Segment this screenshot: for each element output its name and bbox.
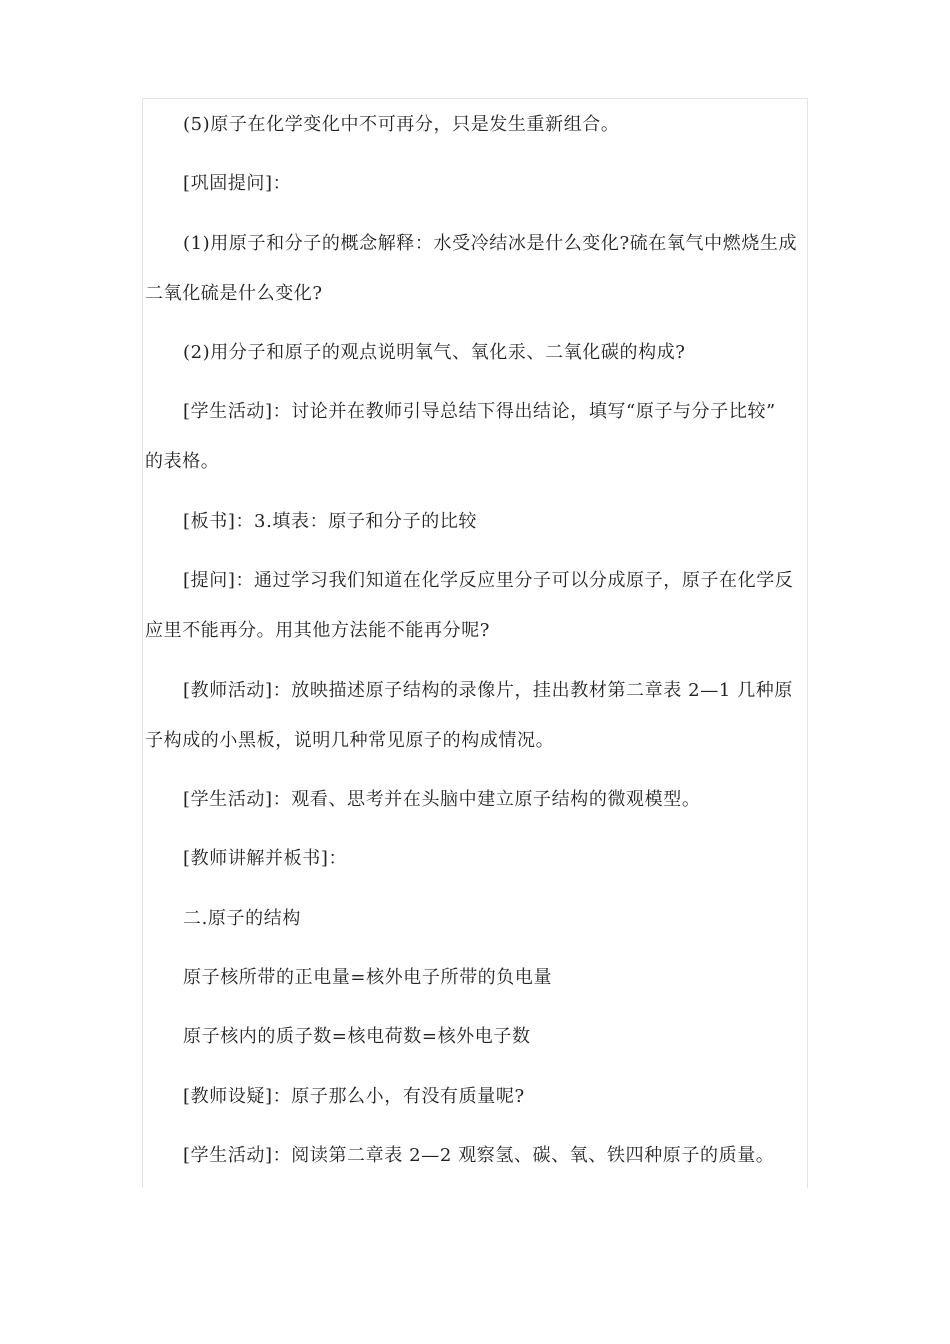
paragraph-line: [巩固提问]： <box>183 173 292 194</box>
paragraph-line: [学生活动]：观看、思考并在头脑中建立原子结构的微观模型。 <box>183 789 701 810</box>
paragraph-line: 的表格。 <box>145 451 220 472</box>
paragraph-line: 子构成的小黑板，说明几种常见原子的构成情况。 <box>145 730 555 751</box>
paragraph-line: (5)原子在化学变化中不可再分，只是发生重新组合。 <box>183 114 620 135</box>
paragraph-line: (1)用原子和分子的概念解释：水受冷结冰是什么变化?硫在氧气中燃烧生成 <box>183 233 798 254</box>
paragraph-line: 原子核所带的正电量=核外电子所带的负电量 <box>183 967 553 988</box>
paragraph-line: (2)用分子和原子的观点说明氧气、氧化汞、二氧化碳的构成? <box>183 342 686 363</box>
paragraph-line: 二氧化硫是什么变化? <box>145 283 323 304</box>
section-heading: 二.原子的结构 <box>183 908 301 929</box>
paragraph-line: [学生活动]：阅读第二章表 2—2 观察氢、碳、氧、铁四种原子的质量。 <box>183 1145 775 1166</box>
paragraph-line: [教师讲解并板书]： <box>183 848 348 869</box>
paragraph-line: [教师设疑]：原子那么小，有没有质量呢? <box>183 1086 525 1107</box>
paragraph-line: 原子核内的质子数=核电荷数=核外电子数 <box>183 1026 531 1047</box>
paragraph-line: [学生活动]：讨论并在教师引导总结下得出结论，填写“原子与分子比较” <box>183 401 776 422</box>
paragraph-line: [板书]：3.填表：原子和分子的比较 <box>183 511 478 532</box>
paragraph-line: 应里不能再分。用其他方法能不能再分呢? <box>145 620 491 641</box>
paragraph-line: [教师活动]：放映描述原子结构的录像片，挂出教材第二章表 2—1 几种原 <box>183 680 793 701</box>
paragraph-line: [提问]：通过学习我们知道在化学反应里分子可以分成原子，原子在化学反 <box>183 570 794 591</box>
